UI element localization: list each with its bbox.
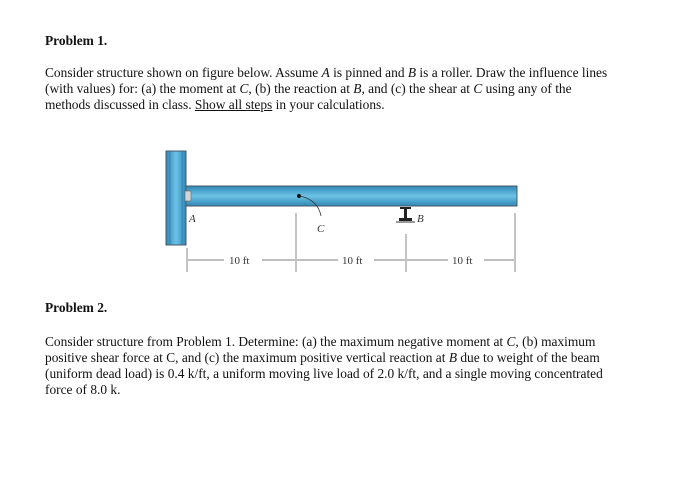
roller-support-b <box>396 207 415 223</box>
label-c: C <box>317 223 325 235</box>
problem-2-line-3: (uniform dead load) is 0.4 k/ft, a uniform moving live load of 2.0 k/ft, and a single moving concentrated <box>45 366 603 381</box>
dimension-cb: 10 ft <box>342 255 363 267</box>
problem-1-line-3: methods discussed in class. Show all steps in your calculations. <box>45 97 385 112</box>
problem-2-line-1: Consider structure from Problem 1. Determine: (a) the maximum negative moment at C, (b) maximum <box>45 334 596 349</box>
problem-2-line-2: positive shear force at C, and (c) the maximum positive vertical reaction at B due to weight of the beam <box>45 350 600 365</box>
label-b: B <box>417 213 424 225</box>
problem-1-line-1: Consider structure shown on figure below. Assume A is pinned and B is a roller. Draw the influence lines <box>45 65 608 80</box>
problem-2-line-4: force of 8.0 k. <box>45 382 121 397</box>
problem-1-heading: Problem 1. <box>45 33 108 48</box>
wall-column <box>166 151 186 245</box>
beam <box>185 186 517 206</box>
problem-1-line-2: (with values) for: (a) the moment at C, (b) the reaction at B, and (c) the shear at C using any of the <box>45 81 572 96</box>
label-a: A <box>189 213 196 225</box>
problem-2-heading: Problem 2. <box>45 300 108 315</box>
dimension-ac: 10 ft <box>229 255 250 267</box>
dimension-b-end: 10 ft <box>452 255 473 267</box>
